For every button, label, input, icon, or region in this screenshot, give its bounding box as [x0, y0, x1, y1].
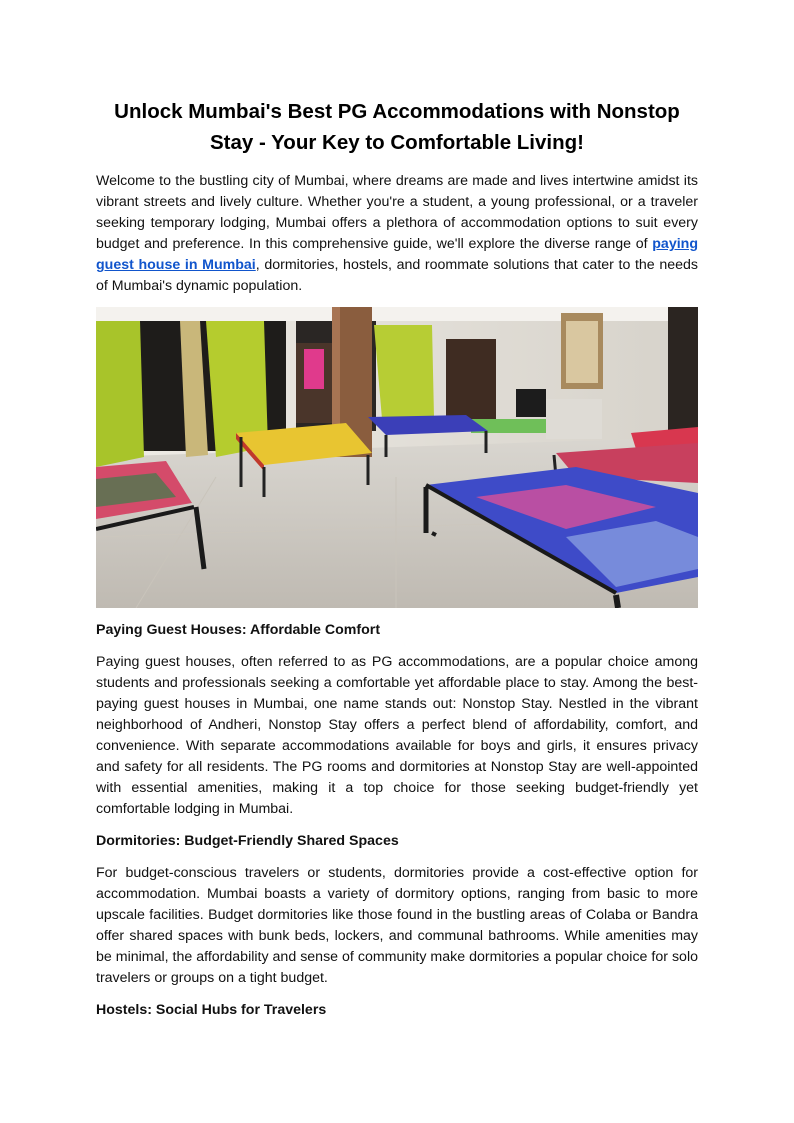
intro-paragraph	[96, 171, 698, 297]
dormitory-room-photo	[96, 307, 698, 608]
section-heading-hostels: Hostels: Social Hubs for Travelers	[96, 1002, 327, 1018]
page-title: Unlock Mumbai's Best PG Accommodations with Nonstop Stay - Your Key to Comfortable Living!	[114, 100, 680, 154]
section-heading-paying-guest-houses: Paying Guest Houses: Affordable Comfort	[96, 622, 381, 638]
intro-text-before-link: Welcome to the bustling city of Mumbai, where dreams are made and lives intertwine amidst its vibrant streets and lively culture. Whether you're a student, a young professional, or a traveler seeking temporary lodging, Mumbai offers a plethora of accommodation options to suit every budget and preference. In this comprehensive guide, we'll explore the diverse range of	[96, 173, 698, 252]
section-body-dormitories: For budget-conscious travelers or students, dormitories provide a cost-effective option for accommodation. Mumbai boasts a variety of dormitory options, ranging from basic to more upscale facilities. Budget dormitories like those found in the bustling areas of Colaba or Bandra offer shared spaces with bunk beds, lockers, and communal bathrooms. While amenities may be minimal, the affordability and sense of community make dormitories a popular choice for solo travelers or groups on a tight budget.	[96, 865, 698, 986]
paying-guest-house-link[interactable]: paying guest house in Mumbai	[96, 236, 698, 273]
section-heading-dormitories: Dormitories: Budget-Friendly Shared Spaces	[96, 833, 399, 849]
section-body-paying-guest-houses: Paying guest houses, often referred to as PG accommodations, are a popular choice among students and professionals seeking a comfortable yet affordable place to stay. Among the best-paying guest houses in Mumbai, one name stands out: Nonstop Stay. Nestled in the vibrant neighborhood of Andheri, Nonstop Stay offers a perfect blend of affordability, comfort, and convenience. With separate accommodations available for boys and girls, it ensures privacy and safety for all residents. The PG rooms and dormitories at Nonstop Stay are well-appointed with essential amenities, making it a top choice for those seeking budget-friendly yet comfortable lodging in Mumbai.	[96, 654, 698, 817]
intro-text-after-link: , dormitories, hostels, and roommate solutions that cater to the needs of Mumbai's dynamic population.	[96, 257, 698, 294]
